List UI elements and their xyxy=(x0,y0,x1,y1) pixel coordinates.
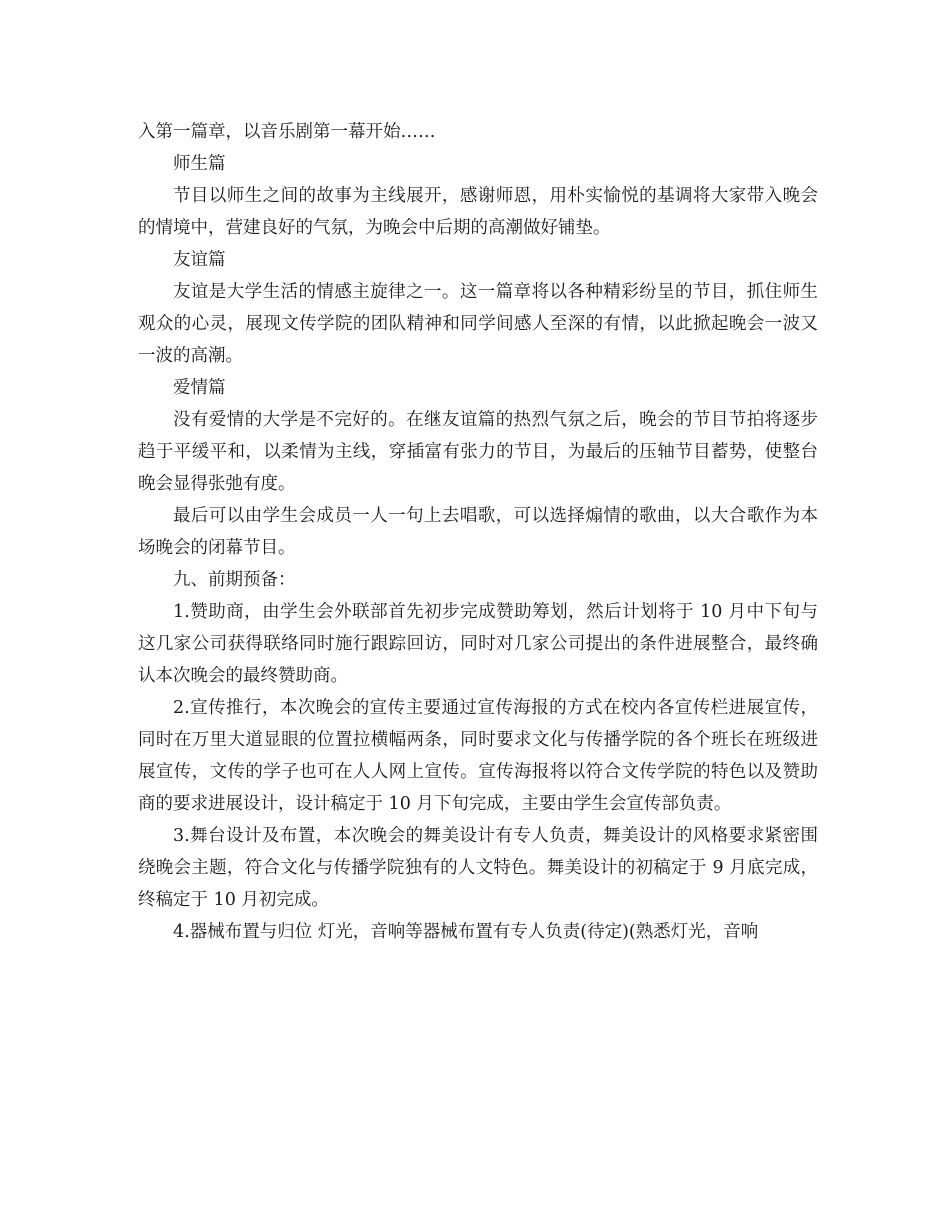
section-heading-friendship: 友谊篇 xyxy=(173,250,226,270)
list-item-sponsor: 1.赞助商，由学生会外联部首先初步完成赞助筹划，然后计划将于 10 月中下旬与这几家公司获得联络同时施行跟踪回访，同时对几家公司提出的条件进展整合，最终确认本次晚会的最终赞助商。 xyxy=(138,602,818,686)
paragraph-love: 没有爱情的大学是不完好的。在继友谊篇的热烈气氛之后，晚会的节目节拍将逐步趋于平缓平和，以柔情为主线，穿插富有张力的节目，为最后的压轴节目蓄势，使整台晚会显得张弛有度。 xyxy=(138,410,818,494)
document-body xyxy=(138,116,818,948)
paragraph-teacher-student: 节目以师生之间的故事为主线展开，感谢师恩，用朴实愉悦的基调将大家带入晚会的情境中，营建良好的气氛，为晚会中后期的高潮做好铺垫。 xyxy=(138,186,818,238)
list-item-equipment: 4.器械布置与归位 灯光，音响等器械布置有专人负责(待定)(熟悉灯光，音响 xyxy=(173,922,759,942)
paragraph-closing: 最后可以由学生会成员一人一句上去唱歌，可以选择煽情的歌曲，以大合歌作为本场晚会的闭幕节目。 xyxy=(138,506,818,558)
section-heading-love: 爱情篇 xyxy=(173,378,226,398)
section-heading-preparation: 九、前期预备： xyxy=(173,570,296,590)
section-heading-teacher-student: 师生篇 xyxy=(173,154,226,174)
paragraph-friendship: 友谊是大学生活的情感主旋律之一。这一篇章将以各种精彩纷呈的节目，抓住师生观众的心灵，展现文传学院的团队精神和同学间感人至深的有情，以此掀起晚会一波又一波的高潮。 xyxy=(138,282,818,366)
list-item-publicity: 2.宣传推行，本次晚会的宣传主要通过宣传海报的方式在校内各宣传栏进展宣传，同时在万里大道显眼的位置拉横幅两条，同时要求文化与传播学院的各个班长在班级进展宣传，文传的学子也可在人人网上宣传。宣传海报将以符合文传学院的特色以及赞助商的要求进展设计，设计稿定于 10 月下旬完成，主要由学生会宣传部负责。 xyxy=(138,698,818,814)
paragraph-continuation: 入第一篇章，以音乐剧第一幕开始…… xyxy=(138,122,436,142)
list-item-stage-design: 3.舞台设计及布置，本次晚会的舞美设计有专人负责，舞美设计的风格要求紧密围绕晚会主题，符合文化与传播学院独有的人文特色。舞美设计的初稿定于 9 月底完成，终稿定于 10 月初完成。 xyxy=(138,826,818,910)
